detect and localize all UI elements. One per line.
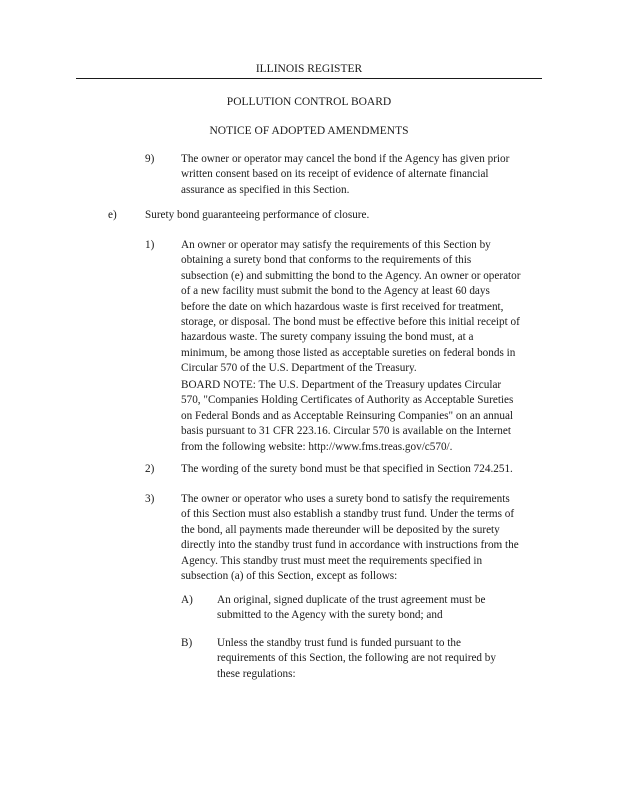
subsection-e	[0, 208, 618, 226]
board-heading: POLLUTION CONTROL BOARD	[226, 96, 392, 108]
paragraph-9	[0, 152, 618, 202]
paragraph-label: 9)	[145, 153, 155, 165]
notice-heading: NOTICE OF ADOPTED AMENDMENTS	[209, 125, 409, 137]
clause-text: Unless the standby trust fund is funded pursuant to the requirements of this Section, the following are not required by these regulations:	[217, 637, 496, 680]
clause-text: An original, signed duplicate of the trust agreement must be submitted to the Agency with the surety bond; and	[217, 594, 486, 622]
paragraph-2	[0, 462, 618, 480]
clause-label: B)	[181, 637, 193, 649]
subsection-text: Surety bond guaranteeing performance of closure.	[145, 209, 370, 221]
paragraph-label: 1)	[145, 239, 155, 251]
paragraph-text: An owner or operator may satisfy the requirements of this Section by obtaining a surety bond that conforms to the requirements of this subsection (e) and submitting the bond to the Agency. An owner or operator of a new facility must submit the bond to the Agency at least 60 days before the date on which hazardous waste is first received for treatment, storage, or disposal. The bond must be effective before this initial receipt of hazardous waste. The surety company issuing the bond must, at a minimum, be among those listed as acceptable sureties on federal bonds in Circular 570 of the U.S. Department of the Treasury.	[181, 239, 521, 375]
board-note: BOARD NOTE: The U.S. Department of the Treasury updates Circular 570, "Companies Holding Certificates of Authority as Acceptable Sureties on Federal Bonds and as Acceptable Reinsuring Companies" on an annual basis pursuant to 31 CFR 223.16. Circular 570 is available on the Internet from the following website: http://www.fms.treas.gov/c570/.	[181, 379, 514, 453]
clause-a	[0, 593, 618, 627]
paragraph-text: The owner or operator may cancel the bond if the Agency has given prior written consent based on its receipt of evidence of alternate financial assurance as specified in this Section.	[181, 153, 510, 196]
clause-label: A)	[181, 594, 193, 606]
paragraph-1	[0, 238, 618, 375]
paragraph-text: The owner or operator who uses a surety bond to satisfy the requirements of this Section must also establish a standby trust fund. Under the terms of the bond, all payments made thereunder will be deposited by the surety directly into the standby trust fund in accordance with instructions from the Agency. This standby trust must meet the requirements specified in subsection (a) of this Section, except as follows:	[181, 493, 519, 583]
paragraph-3	[0, 492, 618, 584]
paragraph-label: 2)	[145, 463, 155, 475]
paragraph-label: 3)	[145, 493, 155, 505]
register-header: ILLINOIS REGISTER	[76, 62, 542, 79]
clause-b	[0, 636, 618, 686]
subsection-label: e)	[108, 209, 117, 221]
paragraph-text: The wording of the surety bond must be that specified in Section 724.251.	[181, 463, 513, 475]
